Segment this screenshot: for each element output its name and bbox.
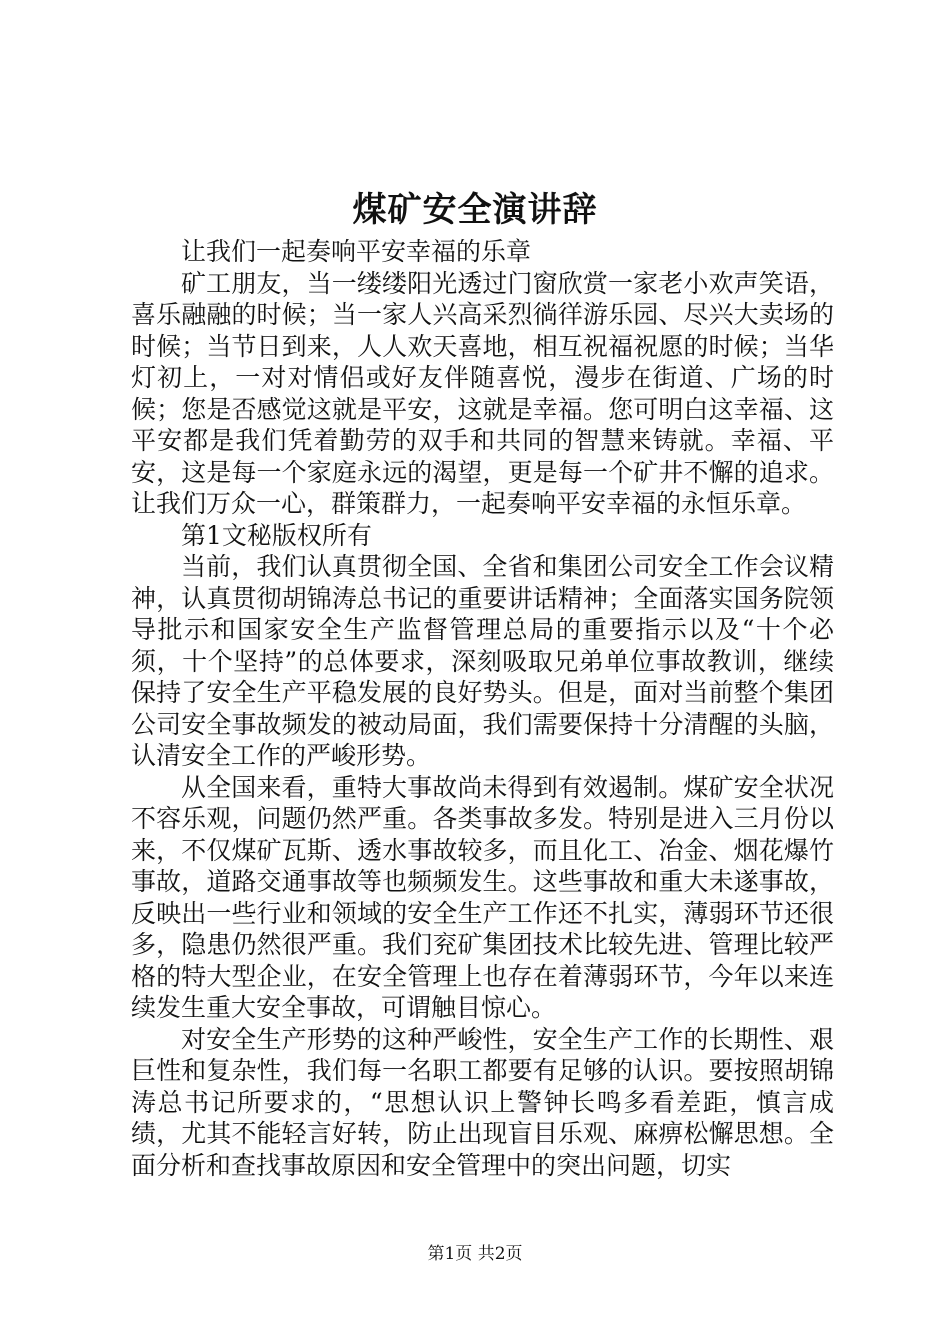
paragraph-copyright-note: 第1文秘版权所有 — [181, 520, 372, 550]
document-body — [131, 236, 834, 1181]
page-number-footer: 第1页 共2页 — [427, 1244, 523, 1264]
paragraph-subtitle: 让我们一起奏响平安幸福的乐章 — [181, 237, 532, 266]
paragraph: 对安全生产形势的这种严峻性，安全生产工作的长期性、艰巨性和复杂性，我们每一名职工都要有足够的认识。要按照胡锦涛总书记所要求的，“思想认识上警钟长鸣多看差距，慎言成绩，尤其不能轻言好转，防止出现盲目乐观、麻痹松懈思想。全面分析和查找事故原因和安全管理中的突出问题，切实 — [131, 1024, 834, 1180]
paragraph: 从全国来看，重特大事故尚未得到有效遏制。煤矿安全状况不容乐观，问题仍然严重。各类事故多发。特别是进入三月份以来，不仅煤矿瓦斯、透水事故较多，而且化工、冶金、烟花爆竹事故，道路交通事故等也频频发生。这些事故和重大未遂事故，反映出一些行业和领域的安全生产工作还不扎实，薄弱环节还很多，隐患仍然很严重。我们兖矿集团技术比较先进、管理比较严格的特大型企业，在安全管理上也存在着薄弱环节，今年以来连续发生重大安全事故，可谓触目惊心。 — [131, 772, 834, 1022]
paragraph: 矿工朋友，当一缕缕阳光透过门窗欣赏一家老小欢声笑语，喜乐融融的时候；当一家人兴高采烈徜徉游乐园、尽兴大卖场的时候；当节日到来，人人欢天喜地，相互祝福祝愿的时候；当华灯初上，一对对情侣或好友伴随喜悦，漫步在街道、广场的时候；您是否感觉这就是平安，这就是幸福。您可明白这幸福、这平安都是我们凭着勤劳的双手和共同的智慧来铸就。幸福、平安，这是每一个家庭永远的渴望，更是每一个矿井不懈的追求。让我们万众一心，群策群力，一起奏响平安幸福的永恒乐章。 — [131, 268, 834, 518]
paragraph: 当前，我们认真贯彻全国、全省和集团公司安全工作会议精神，认真贯彻胡锦涛总书记的重要讲话精神；全面落实国务院领导批示和国家安全生产监督管理总局的重要指示以及“十个必须，十个坚持”的总体要求，深刻吸取兄弟单位事故教训，继续保持了安全生产平稳发展的良好势头。但是，面对当前整个集团公司安全事故频发的被动局面，我们需要保持十分清醒的头脑，认清安全工作的严峻形势。 — [131, 552, 834, 770]
document-title: 煤矿安全演讲辞 — [352, 190, 598, 230]
